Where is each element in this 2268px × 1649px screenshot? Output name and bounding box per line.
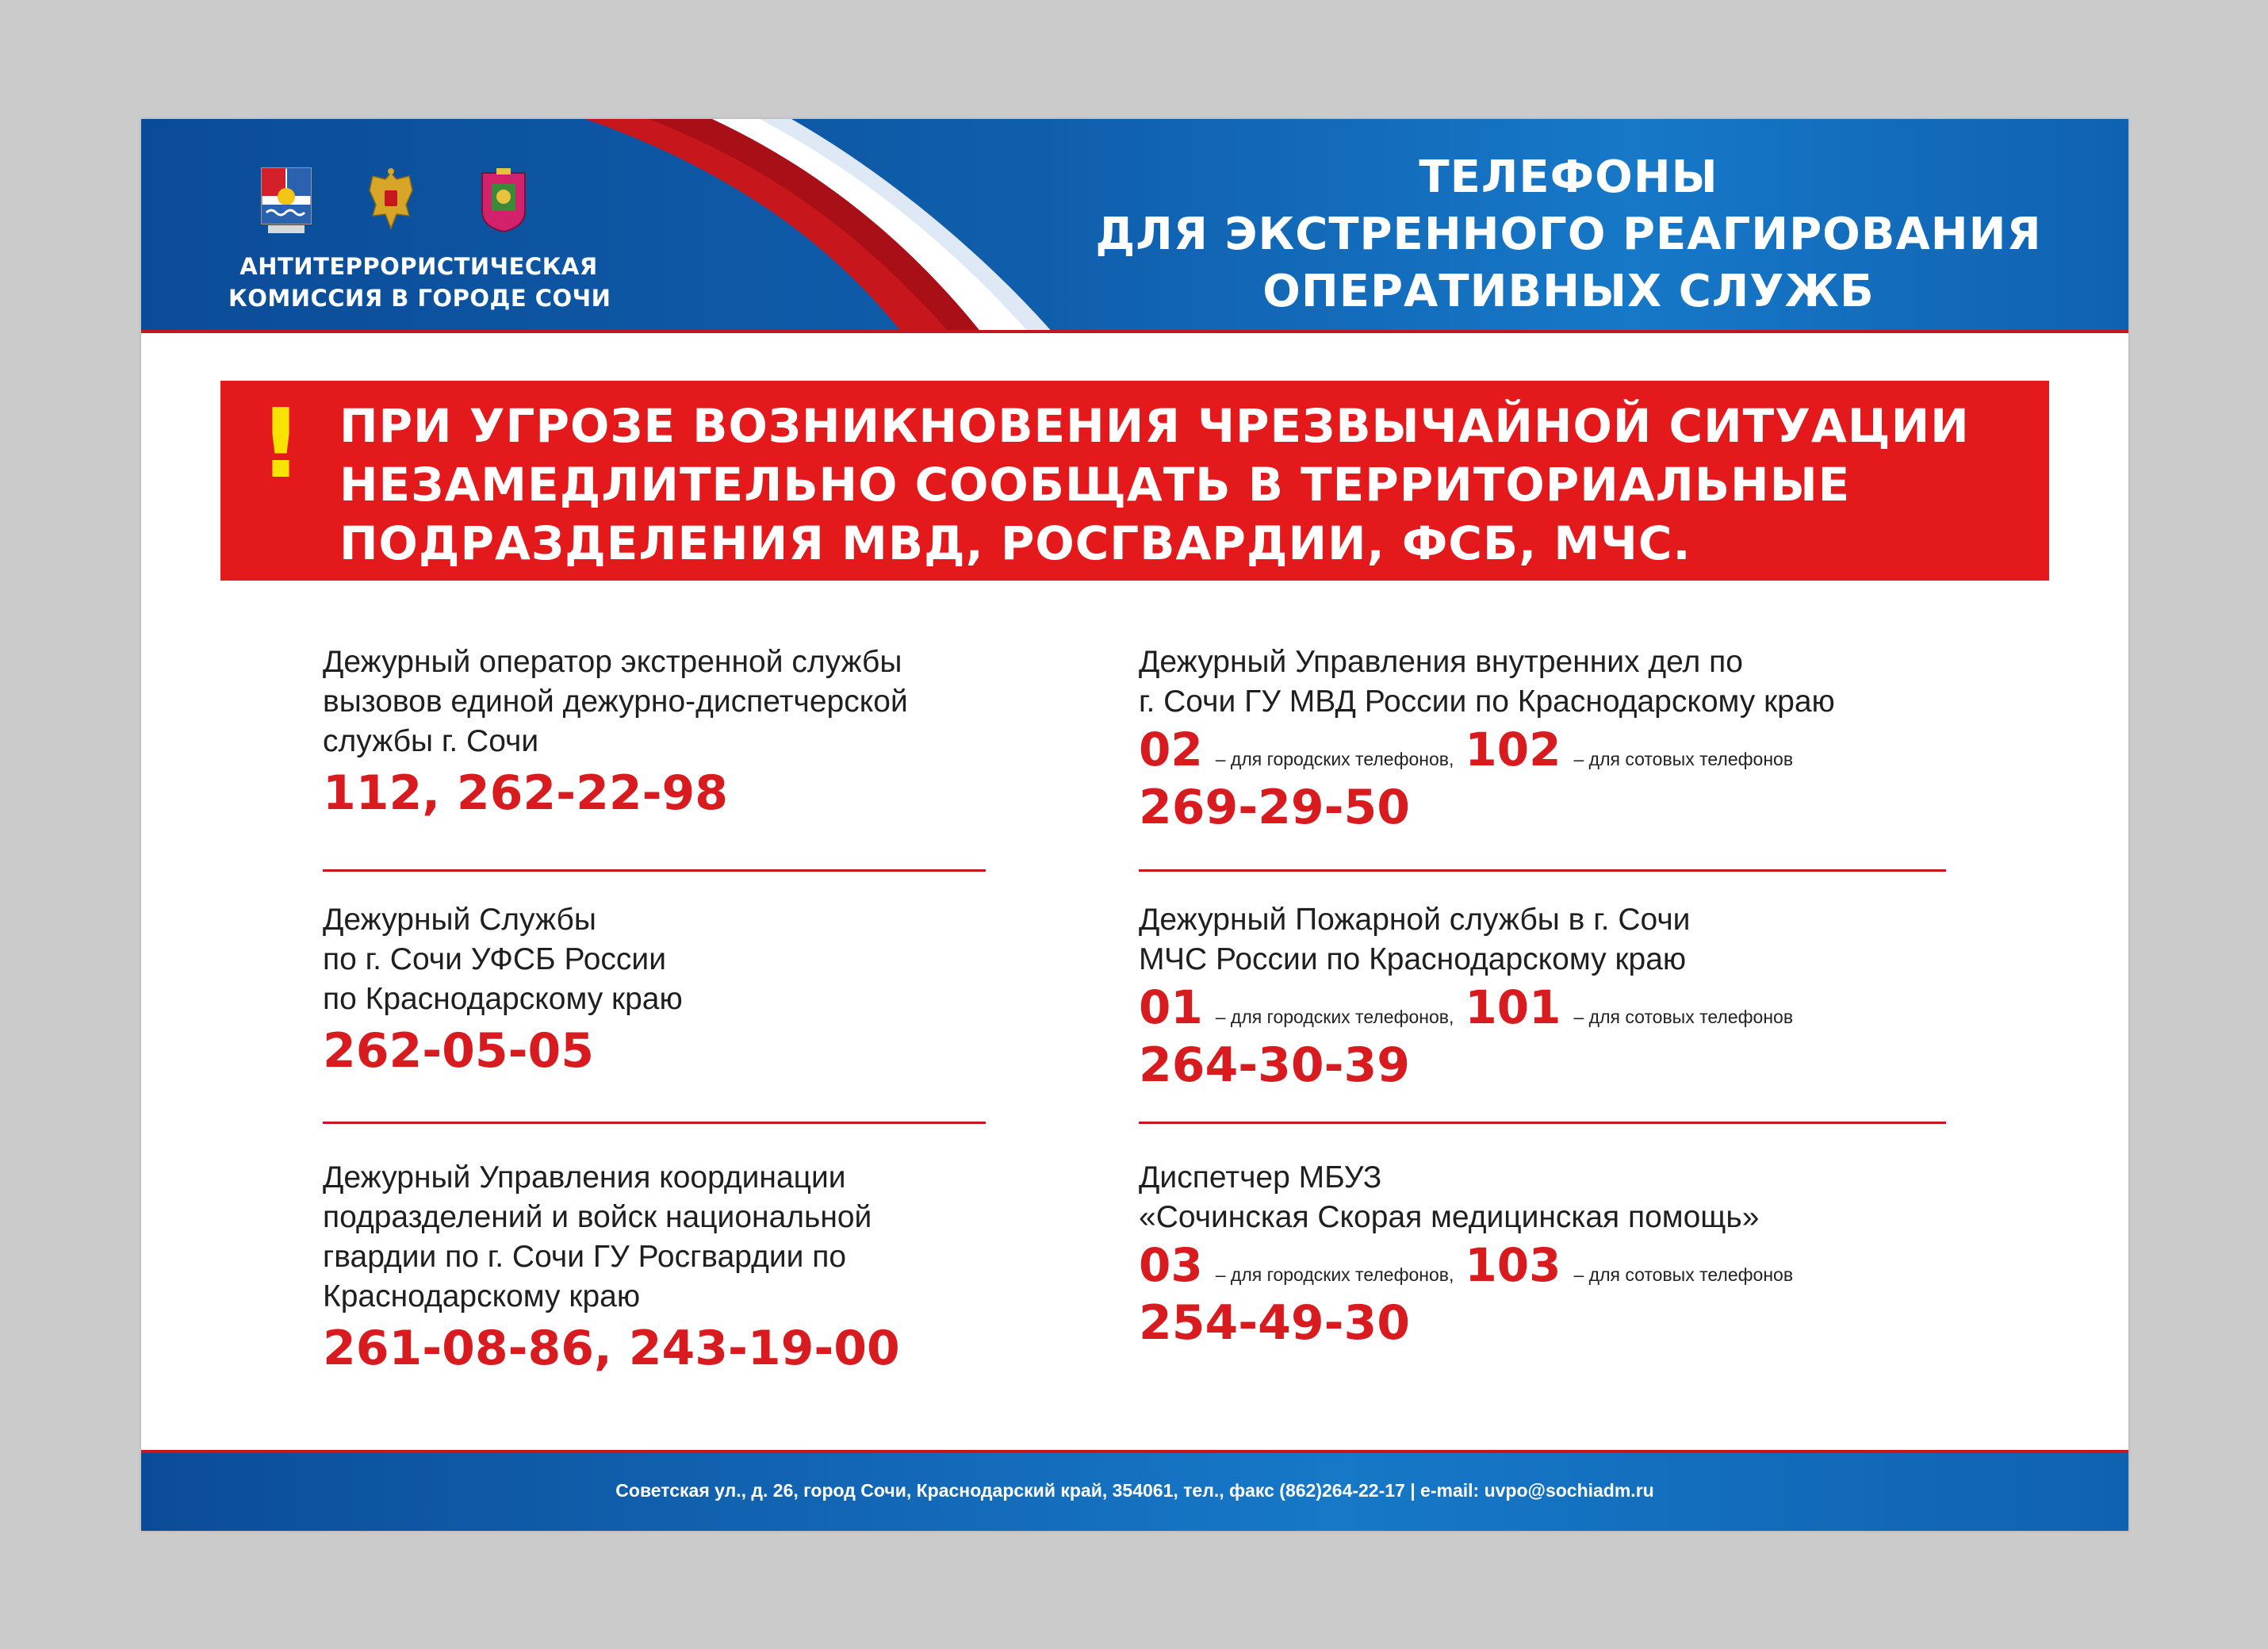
short-number-mobile: 103	[1465, 1238, 1561, 1292]
service-mvd	[1139, 642, 2011, 836]
phone-number: 254-49-30	[1139, 1295, 1411, 1351]
service-fsb	[323, 900, 1116, 1080]
russia-coat-of-arms-icon	[365, 167, 417, 235]
service-description	[1139, 642, 2011, 722]
description-line: Диспетчер МБУЗ	[1139, 1160, 1382, 1195]
description-line: МЧС России по Краснодарскому краю	[1139, 942, 1687, 976]
short-number-city: 03	[1139, 1238, 1203, 1292]
section-divider	[1139, 869, 1946, 872]
service-edds	[323, 642, 1116, 822]
short-number-mobile-note: – для сотовых телефонов	[1573, 1264, 1794, 1285]
description-line: Дежурный Службы	[323, 903, 596, 937]
short-numbers-row	[1139, 981, 2011, 1034]
description-line: Дежурный Управления внутренних дел по	[1139, 645, 1743, 679]
short-number-mobile-note: – для сотовых телефонов	[1573, 749, 1794, 769]
short-number-city: 01	[1139, 980, 1203, 1034]
header-banner	[141, 119, 2128, 333]
section-divider	[323, 869, 986, 872]
short-number-city-note: – для городских телефонов,	[1215, 749, 1454, 769]
commission-line-1: АНТИТЕРРОРИСТИЧЕСКАЯ	[239, 253, 598, 280]
service-description	[323, 900, 1116, 1019]
alert-line-2: НЕЗАМЕДЛИТЕЛЬНО СООБЩАТЬ В ТЕРРИТОРИАЛЬНЫЕ	[339, 458, 1851, 512]
phone-number: 262-05-05	[323, 1023, 595, 1079]
header-divider	[141, 330, 2128, 333]
title-line-1: ТЕЛЕФОНЫ	[1419, 151, 1718, 203]
description-line: Дежурный Управления координации	[323, 1160, 846, 1195]
description-line: по г. Сочи УФСБ России	[323, 942, 666, 976]
commission-line-2: КОМИССИЯ В ГОРОДЕ СОЧИ	[228, 285, 611, 312]
description-line: Краснодарскому краю	[323, 1279, 641, 1313]
alert-text	[339, 397, 2036, 573]
krasnodar-krai-coat-of-arms-icon	[477, 167, 530, 235]
description-line: по Краснодарскому краю	[323, 982, 683, 1016]
description-line: подразделений и войск национальной	[323, 1200, 872, 1234]
description-line: вызовов единой дежурно-диспетчерской	[323, 685, 908, 719]
short-number-city-note: – для городских телефонов,	[1215, 1264, 1454, 1285]
alert-line-3: ПОДРАЗДЕЛЕНИЯ МВД, РОСГВАРДИИ, ФСБ, МЧС.	[339, 516, 1691, 570]
short-numbers-row	[1139, 1239, 2011, 1291]
service-description	[323, 642, 1116, 761]
phone-number: 269-29-50	[1139, 780, 1411, 835]
exclamation-icon: !	[259, 389, 303, 500]
footer-banner	[141, 1453, 2128, 1531]
poster-title	[1053, 149, 2084, 320]
short-numbers-row	[1139, 723, 2011, 776]
description-line: г. Сочи ГУ МВД России по Краснодарскому краю	[1139, 685, 1835, 719]
alert-banner	[220, 381, 2049, 581]
section-divider	[323, 1122, 986, 1124]
service-mchs	[1139, 900, 2011, 1094]
service-description	[1139, 1158, 2011, 1237]
short-number-mobile: 101	[1465, 980, 1561, 1034]
commission-name	[228, 251, 609, 314]
phone-number: 112, 262-22-98	[323, 765, 728, 821]
description-line: Дежурный оператор экстренной службы	[323, 645, 902, 679]
phone-number: 264-30-39	[1139, 1037, 1411, 1093]
sochi-coat-of-arms-icon	[260, 167, 312, 235]
short-number-mobile-note: – для сотовых телефонов	[1573, 1007, 1794, 1027]
description-line: Дежурный Пожарной службы в г. Сочи	[1139, 903, 1691, 937]
alert-line-1: ПРИ УГРОЗЕ ВОЗНИКНОВЕНИЯ ЧРЕЗВЫЧАЙНОЙ СИТУАЦИИ	[339, 399, 1970, 453]
section-divider	[1139, 1122, 1946, 1124]
service-ambulance	[1139, 1158, 2011, 1352]
short-number-mobile: 102	[1465, 723, 1561, 777]
service-description	[1139, 900, 2011, 980]
phone-number: 261-08-86, 243-19-00	[323, 1321, 900, 1376]
short-number-city: 02	[1139, 723, 1203, 777]
poster	[141, 119, 2128, 1531]
title-line-3: ОПЕРАТИВНЫХ СЛУЖБ	[1262, 266, 1875, 317]
description-line: службы г. Сочи	[323, 724, 539, 758]
title-line-2: ДЛЯ ЭКСТРЕННОГО РЕАГИРОВАНИЯ	[1095, 209, 2042, 260]
description-line: «Сочинская Скорая медицинская помощь»	[1139, 1200, 1760, 1234]
contact-address: Советская ул., д. 26, город Сочи, Краснодарский край, 354061, тел., факс (862)264-22-17 | e-mail: uvpo@sochiadm.ru	[615, 1480, 1654, 1501]
description-line: гвардии по г. Сочи ГУ Росгвардии по	[323, 1240, 847, 1274]
short-number-city-note: – для городских телефонов,	[1215, 1007, 1454, 1027]
service-rosgvardia	[323, 1158, 1116, 1377]
service-description	[323, 1158, 1116, 1317]
